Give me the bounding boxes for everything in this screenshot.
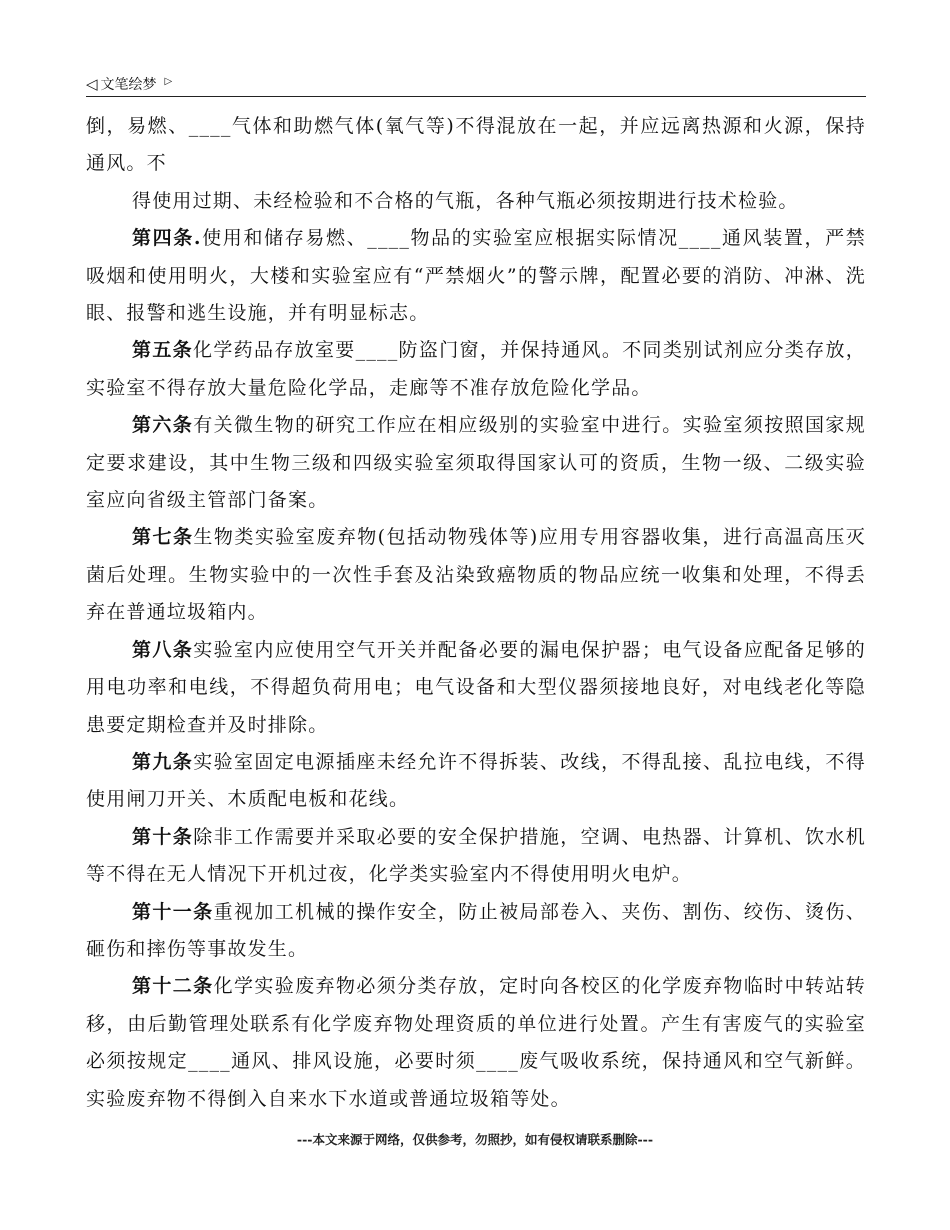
paragraph-text: 化学实验废弃物必须分类存放，定时向各校区的化学废弃物临时中转站转移，由后勤管理处联系有化学废弃物处理资质的单位进行处置。产生有害废气的实验室必须按规定____通风、排风设施，必要时须____废气吸收系统，保持通风和空气新鲜。实验废弃物不得倒入自来水下水道或普通垃圾箱等处。 xyxy=(86,975,866,1110)
page-header xyxy=(86,72,866,97)
article-heading: 第五条 xyxy=(132,339,193,362)
article-heading: 第十二条 xyxy=(132,975,214,998)
article-heading: 第十一条 xyxy=(132,900,214,923)
paragraph-text: 生物类实验室废弃物(包括动物残体等)应用专用容器收集，进行高温高压灭菌后处理。生物实验中的一次性手套及沾染致癌物质的物品应统一收集和处理，不得丢弃在普通垃圾箱内。 xyxy=(86,526,866,624)
paragraph xyxy=(86,744,866,819)
article-heading: 第八条 xyxy=(132,638,194,661)
paragraph-text: 得使用过期、未经检验和不合格的气瓶，各种气瓶必须按期进行技术检验。 xyxy=(132,189,799,212)
document-body xyxy=(86,108,866,1118)
paragraph xyxy=(86,519,866,631)
paragraph xyxy=(86,332,866,407)
paragraph xyxy=(86,894,866,969)
paragraph-text: 有关微生物的研究工作应在相应级别的实验室中进行。实验室须按照国家规定要求建设，其中生物三级和四级实验室须取得国家认可的资质，生物一级、二级实验室应向省级主管部门备案。 xyxy=(86,414,866,512)
page-footer: ---本文来源于网络，仅供参考，勿照抄，如有侵权请联系删除--- xyxy=(296,1132,654,1147)
paragraph-text: 倒，易燃、____气体和助燃气体(氧气等)不得混放在一起，并应远离热源和火源，保持通风。不 xyxy=(86,115,866,175)
paragraph xyxy=(86,220,866,332)
article-heading: 第六条 xyxy=(132,414,194,437)
paragraph xyxy=(86,968,866,1118)
paragraph-text: 除非工作需要并采取必要的安全保护措施，空调、电热器、计算机、饮水机等不得在无人情况下开机过夜，化学类实验室内不得使用明火电炉。 xyxy=(86,825,866,886)
triangle-left-icon: ◁ xyxy=(86,75,98,93)
paragraph-text: 重视加工机械的操作安全，防止被局部卷入、夹伤、割伤、绞伤、烫伤、砸伤和摔伤等事故发生。 xyxy=(86,900,866,960)
paragraph-text: 实验室固定电源插座未经允许不得拆装、改线，不得乱接、乱拉电线，不得使用闸刀开关、木质配电板和花线。 xyxy=(86,750,866,811)
paragraph xyxy=(86,183,866,220)
paragraph-text: 使用和储存易燃、____物品的实验室应根据实际情况____通风装置，严禁吸烟和使用明火，大楼和实验室应有“严禁烟火”的警示牌，配置必要的消防、冲淋、洗眼、报警和逃生设施，并有明显标志。 xyxy=(86,227,867,325)
article-heading: 第七条 xyxy=(132,526,194,549)
triangle-right-icon: ▷ xyxy=(164,75,173,87)
paragraph xyxy=(86,407,866,519)
article-heading: 第九条 xyxy=(132,750,194,773)
paragraph-text: 实验室内应使用空气开关并配备必要的漏电保护器；电气设备应配备足够的用电功率和电线，不得超负荷用电；电气设备和大型仪器须接地良好，对电线老化等隐患要定期检查并及时排除。 xyxy=(86,638,866,736)
paragraph xyxy=(86,632,866,744)
paragraph-text: 化学药品存放室要____防盗门窗，并保持通风。不同类别试剂应分类存放，实验室不得存放大量危险化学品，走廊等不准存放危险化学品。 xyxy=(86,339,866,399)
header-title: 文笔绘梦 xyxy=(100,77,157,93)
paragraph xyxy=(86,108,866,183)
paragraph xyxy=(86,819,866,894)
article-heading: 第十条 xyxy=(132,825,194,848)
article-heading: 第四条. xyxy=(132,227,202,250)
